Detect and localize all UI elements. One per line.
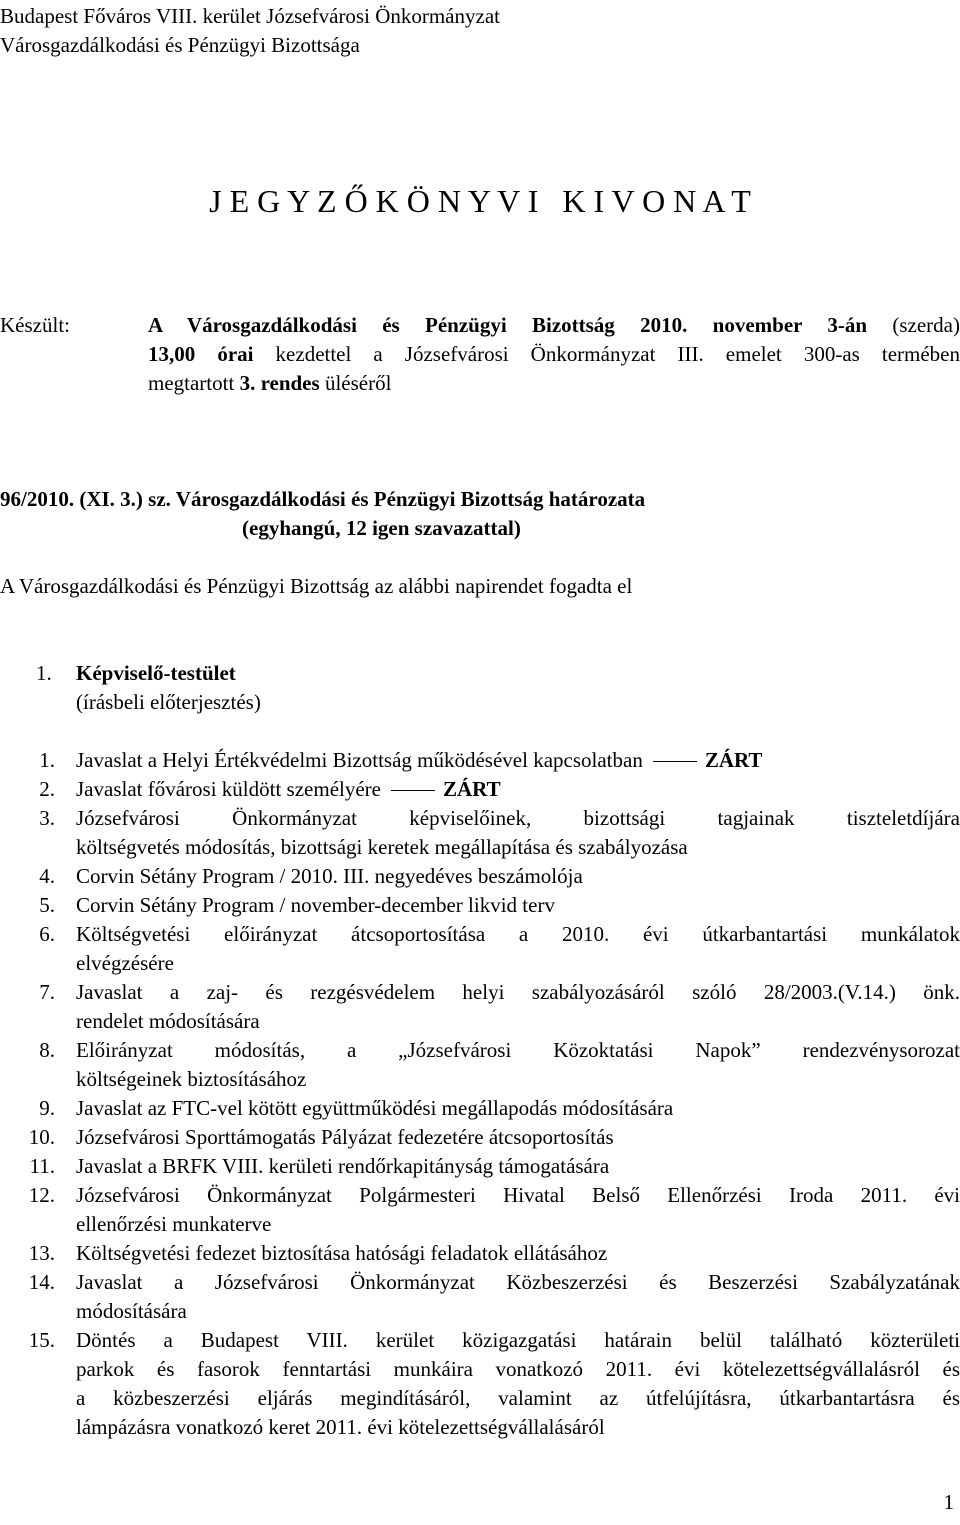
agenda-item-line-text: Javaslat a Józsefvárosi Önkormányzat Közbeszerzési és Beszerzési Szabályzatának (76, 1270, 960, 1294)
agenda-item-text (76, 1181, 960, 1239)
agenda-item-line-text: Költségvetési előirányzat átcsoportosítása a 2010. évi útkarbantartási munkálatok (76, 922, 960, 946)
agenda-item-text (76, 1152, 960, 1181)
agenda-item-text (76, 775, 960, 804)
agenda-item-line-text: rendelet módosítására (76, 1009, 260, 1033)
agenda-item-line-text: Corvin Sétány Program / november-december likvid terv (76, 893, 555, 917)
agenda-item-line (76, 775, 960, 804)
agenda-item-line-text: költségvetés módosítás, bizottsági keretek megállapítása és szabályozása (76, 835, 688, 859)
keszult-line-1-rest: (szerda) (867, 313, 960, 337)
agenda-item-number: 5. (39, 893, 55, 917)
agenda-item-number: 2. (39, 777, 55, 801)
agenda-item-line (76, 1210, 960, 1239)
agenda-item (0, 804, 960, 862)
resolution-vote: (egyhangú, 12 igen szavazattal) (242, 516, 521, 540)
agenda-item (0, 862, 960, 891)
agenda-item-line-text: Javaslat fővárosi küldött személyére (76, 777, 381, 801)
agenda-item-line (76, 1355, 960, 1384)
agenda-list (0, 746, 960, 1442)
section-title: Képviselő-testület (76, 661, 236, 685)
keszult-line-1 (148, 311, 960, 340)
agenda-item-text (76, 1268, 960, 1326)
section-number: 1. (36, 661, 52, 685)
agenda-item (0, 1239, 960, 1268)
agenda-item (0, 775, 960, 804)
agenda-item-line-text: parkok és fasorok fenntartási munkáira vonatkozó 2011. évi kötelezettségvállalásról és (76, 1357, 960, 1381)
page-number: 1 (943, 1490, 954, 1514)
agenda-item-line (76, 1239, 960, 1268)
agenda-item-line-text: Javaslat a Helyi Értékvédelmi Bizottság működésével kapcsolatban (76, 748, 643, 772)
agenda-item-line (76, 833, 960, 862)
agenda-item (0, 746, 960, 775)
agenda-item-number: 15. (28, 1328, 55, 1352)
header-line-2: Városgazdálkodási és Pénzügyi Bizottsága (0, 33, 360, 57)
keszult-line-3 (148, 369, 960, 398)
document-title: J E G Y Z Ő K Ö N Y V I K I V O N A T (209, 183, 751, 219)
agenda-item-line (76, 949, 960, 978)
header-line-1: Budapest Főváros VIII. kerület Józsefvárosi Önkormányzat (0, 4, 500, 28)
agenda-item-line (76, 1094, 960, 1123)
agenda-item-line (76, 1326, 960, 1355)
agenda-item-text (76, 1036, 960, 1094)
agenda-item-text (76, 891, 960, 920)
agenda-item (0, 1123, 960, 1152)
agenda-item-line-text: elvégzésére (76, 951, 174, 975)
agenda-item-line-text: Józsefvárosi Önkormányzat Polgármesteri Hivatal Belső Ellenőrzési Iroda 2011. évi (76, 1183, 960, 1207)
keszult-label: Készült: (0, 313, 70, 337)
agenda-item-text (76, 920, 960, 978)
agenda-item (0, 1152, 960, 1181)
agenda-item-line-text: Corvin Sétány Program / 2010. III. negyedéves beszámolója (76, 864, 583, 888)
agenda-item (0, 920, 960, 978)
agenda-item-line-text: költségeinek biztosításához (76, 1067, 307, 1091)
closed-session-marker: ZÁRT (442, 777, 501, 801)
agenda-item-number: 10. (28, 1125, 55, 1149)
keszult-text (148, 311, 960, 398)
agenda-item-line-text: módosítására (76, 1299, 187, 1323)
document-header (0, 2, 700, 60)
keszult-line-2 (148, 340, 960, 369)
keszult-line-3-bold: 3. rendes (239, 371, 320, 395)
agenda-item-number: 7. (39, 980, 55, 1004)
agenda-item-line (76, 1181, 960, 1210)
agenda-item-text (76, 978, 960, 1036)
agenda-item-text (76, 804, 960, 862)
agenda-item-line (76, 804, 960, 833)
agenda-item-line (76, 1384, 960, 1413)
agenda-item (0, 1094, 960, 1123)
keszult-line-2-bold: 13,00 órai (148, 342, 254, 366)
keszult-line-3-a: megtartott (148, 371, 240, 395)
agenda-item-number: 11. (29, 1154, 55, 1178)
agenda-item-line-text: a közbeszerzési eljárás megindításáról, valamint az útfelújításra, útkarbantartásra és (76, 1386, 960, 1410)
agenda-item-line (76, 862, 960, 891)
agenda-item (0, 1326, 960, 1442)
agenda-item-line-text: ellenőrzési munkaterve (76, 1212, 272, 1236)
agenda-item-number: 4. (39, 864, 55, 888)
agenda-item-line (76, 1152, 960, 1181)
agenda-item-line (76, 978, 960, 1007)
agenda-item-number: 3. (39, 806, 55, 830)
agenda-item-line (76, 746, 960, 775)
agenda-item-line (76, 1268, 960, 1297)
keszult-line-2-rest: kezdettel a Józsefvárosi Önkormányzat III. emelet 300-as termében (253, 342, 960, 366)
agenda-item-line (76, 891, 960, 920)
agenda-item-number: 6. (39, 922, 55, 946)
agenda-item-line-text: Javaslat a zaj- és rezgésvédelem helyi szabályozásáról szóló 28/2003.(V.14.) önk. (76, 980, 960, 1004)
agenda-item-line-text: Költségvetési fedezet biztosítása hatósági feladatok ellátásához (76, 1241, 608, 1265)
agenda-item-number: 12. (28, 1183, 55, 1207)
agenda-item-line-text: Javaslat az FTC-vel kötött együttműködési megállapodás módosítására (76, 1096, 674, 1120)
agenda-item-line (76, 1123, 960, 1152)
agenda-item-line-text: lámpázásra vonatkozó keret 2011. évi kötelezettségvállalásáról (76, 1415, 605, 1439)
resolution-title: 96/2010. (XI. 3.) sz. Városgazdálkodási és Pénzügyi Bizottság határozata (0, 487, 646, 511)
agenda-item-line (76, 1036, 960, 1065)
dash-separator (391, 790, 435, 791)
agenda-item-line (76, 920, 960, 949)
agenda-item (0, 1036, 960, 1094)
agenda-item (0, 891, 960, 920)
agenda-item-text (76, 1239, 960, 1268)
agenda-item-line (76, 1065, 960, 1094)
agenda-item-number: 13. (28, 1241, 55, 1265)
keszult-line-3-b: üléséről (319, 371, 392, 395)
agenda-item-text (76, 746, 960, 775)
agenda-item-line (76, 1007, 960, 1036)
agenda-item (0, 978, 960, 1036)
agenda-item-line-text: Javaslat a BRFK VIII. kerületi rendőrkapitányság támogatására (76, 1154, 610, 1178)
agenda-item-line (76, 1297, 960, 1326)
agenda-item-line-text: Józsefvárosi Sporttámogatás Pályázat fedezetére átcsoportosítás (76, 1125, 614, 1149)
agenda-item-text (76, 862, 960, 891)
agenda-item-line-text: Előirányzat módosítás, a „Józsefvárosi Közoktatási Napok” rendezvénysorozat (76, 1038, 960, 1062)
agenda-item-number: 8. (39, 1038, 55, 1062)
agenda-item-line (76, 1413, 960, 1442)
closed-session-marker: ZÁRT (704, 748, 763, 772)
agenda-item-line-text: Józsefvárosi Önkormányzat képviselőinek, bizottsági tagjainak tiszteletdíjára (76, 806, 960, 830)
agenda-item-line-text: Döntés a Budapest VIII. kerület közigazgatási határain belül található közterületi (76, 1328, 960, 1352)
keszult-line-1-bold: A Városgazdálkodási és Pénzügyi Bizottság 2010. november 3-án (148, 313, 868, 337)
agenda-item (0, 1181, 960, 1239)
agenda-item (0, 1268, 960, 1326)
agenda-item-number: 1. (39, 748, 55, 772)
agenda-item-number: 9. (39, 1096, 55, 1120)
agenda-intro: A Városgazdálkodási és Pénzügyi Bizottság az alábbi napirendet fogadta el (0, 574, 633, 598)
agenda-item-text (76, 1094, 960, 1123)
dash-separator (653, 761, 697, 762)
agenda-item-text (76, 1123, 960, 1152)
agenda-item-number: 14. (28, 1270, 55, 1294)
section-subtitle: (írásbeli előterjesztés) (76, 690, 261, 714)
agenda-item-text (76, 1326, 960, 1442)
